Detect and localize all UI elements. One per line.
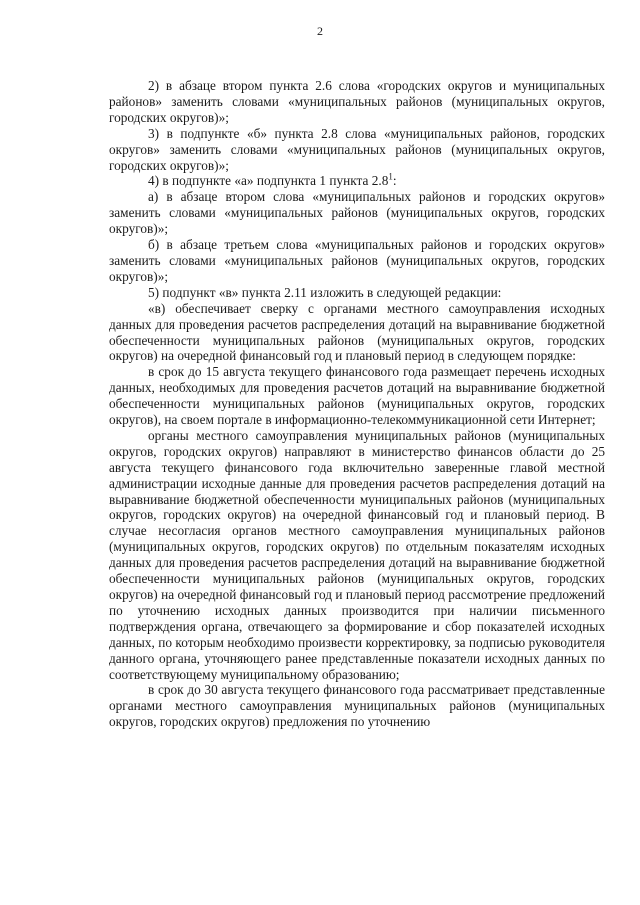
- paragraph-item-2: 2) в абзаце втором пункта 2.6 слова «городских округов и муниципальных районов» заменить словами «муниципальных районов (муниципальных округов, городских округов)»;: [109, 78, 605, 125]
- paragraph-deadline-30-august: в срок до 30 августа текущего финансового года рассматривает представленные органами местного самоуправления муниципальных районов (муниципальных округов, городских округов) предложения по уточнению: [109, 682, 605, 730]
- paragraph-item-5: 5) подпункт «в» пункта 2.11 изложить в следующей редакции:: [148, 284, 502, 300]
- paragraph-subitem-a: а) в абзаце втором слова «муниципальных районов и городских округов» заменить словами «муниципальных районов (муниципальных округов, городских округов)»;: [109, 189, 605, 237]
- paragraph-local-authorities: органы местного самоуправления муниципальных районов (муниципальных округов, городских округов) направляют в министерство финансов области до 25 августа текущего финансового года включительно заверенные главой местной администрации исходные данные для проведения расчетов распределения дотаций на выравнивание бюджетной обеспеченности муниципальных районов (муниципальных округов, городских округов) на очередной финансовый год и плановый период. В случае несогласия органов местного самоуправления муниципальных районов (муниципальных округов, городских округов) по отдельным показателям исходных данных для проведения расчетов распределения дотаций на выравнивание бюджетной обеспеченности муниципальных районов (муниципальных округов, городских округов) на очередной финансовый год и плановый период рассмотрение предложений по уточнению исходных данных производится при наличии письменного подтверждения органа, отвечающего за формирование и сбор показателей исходных данных, по которым необходимо произвести корректировку, за подписью руководителя данного органа, уточняющего ранее представленные показатели исходных данных по соответствующему муниципальному образованию;: [109, 427, 605, 682]
- paragraph-item-3: 3) в подпункте «б» пункта 2.8 слова «муниципальных районов, городских округов» заменить словами «муниципальных районов (муниципальных округов, городских округов)»;: [109, 125, 605, 173]
- paragraph-deadline-15-august: в срок до 15 августа текущего финансового года размещает перечень исходных данных, необходимых для проведения расчетов дотаций на выравнивание бюджетной обеспеченности муниципальных районов (муниципальных округов, городских округов), на своем портале в информационно-телекоммуникационной сети Интернет;: [109, 364, 605, 428]
- document-body: [109, 78, 605, 730]
- paragraph-item-4-text: 4) в подпункте «а» подпункта 1 пункта 2.8: [148, 173, 389, 189]
- paragraph-clause-v: «в) обеспечивает сверку с органами местного самоуправления исходных данных для проведения расчетов распределения дотаций на выравнивание бюджетной обеспеченности муниципальных районов (муниципальных округов, городских округов) на очередной финансовый год и плановый период в следующем порядке:: [109, 300, 605, 364]
- paragraph-item-4-punct: :: [392, 173, 397, 189]
- page-number: 2: [317, 24, 323, 38]
- paragraph-subitem-b: б) в абзаце третьем слова «муниципальных районов и городских округов» заменить словами «муниципальных районов (муниципальных округов, городских округов)»;: [109, 237, 605, 284]
- paragraph-item-4: [109, 173, 605, 189]
- paragraph-item-4-superscript: 1: [388, 172, 393, 183]
